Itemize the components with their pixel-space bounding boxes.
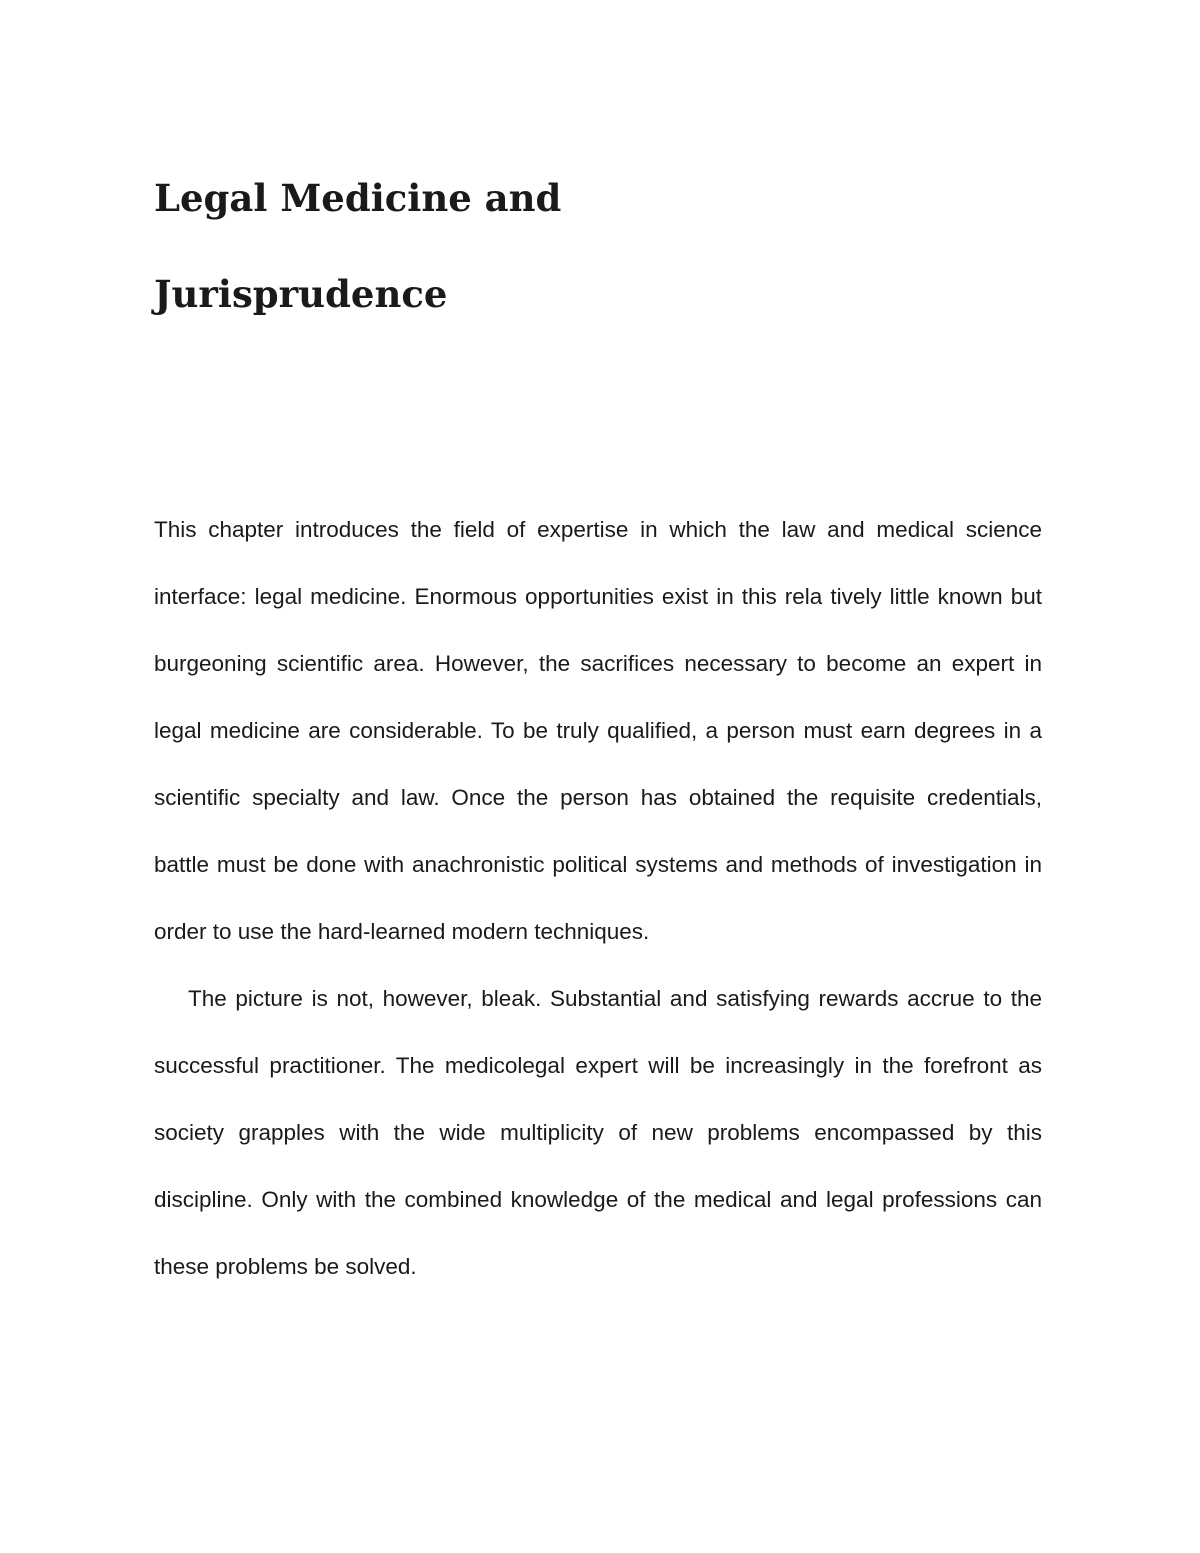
paragraph-2: The picture is not, however, bleak. Substantial and satisfying rewards accrue to the successful practitioner. The medicolegal expert will be increasingly in the forefront as society grapples with the wide multiplicity of new problems encompassed by this discipline. Only with the combined knowledge of the medical and legal professions can these problems be solved.	[154, 986, 1042, 1279]
title-line-2: Jurisprudence	[154, 272, 448, 316]
body-text	[154, 496, 1042, 1300]
page-title	[154, 150, 1054, 342]
title-line-1: Legal Medicine and	[154, 176, 562, 220]
paragraph-1: This chapter introduces the field of expertise in which the law and medical science interface: legal medicine. Enormous opportunities exist in this rela tively little known but burgeoning scientific area. However, the sacrifices necessary to become an expert in legal medicine are considerable. To be truly qualified, a person must earn degrees in a scientific specialty and law. Once the person has obtained the requisite credentials, battle must be done with anachronistic political systems and methods of investigation in order to use the hard-learned modern techniques.	[154, 517, 1042, 944]
